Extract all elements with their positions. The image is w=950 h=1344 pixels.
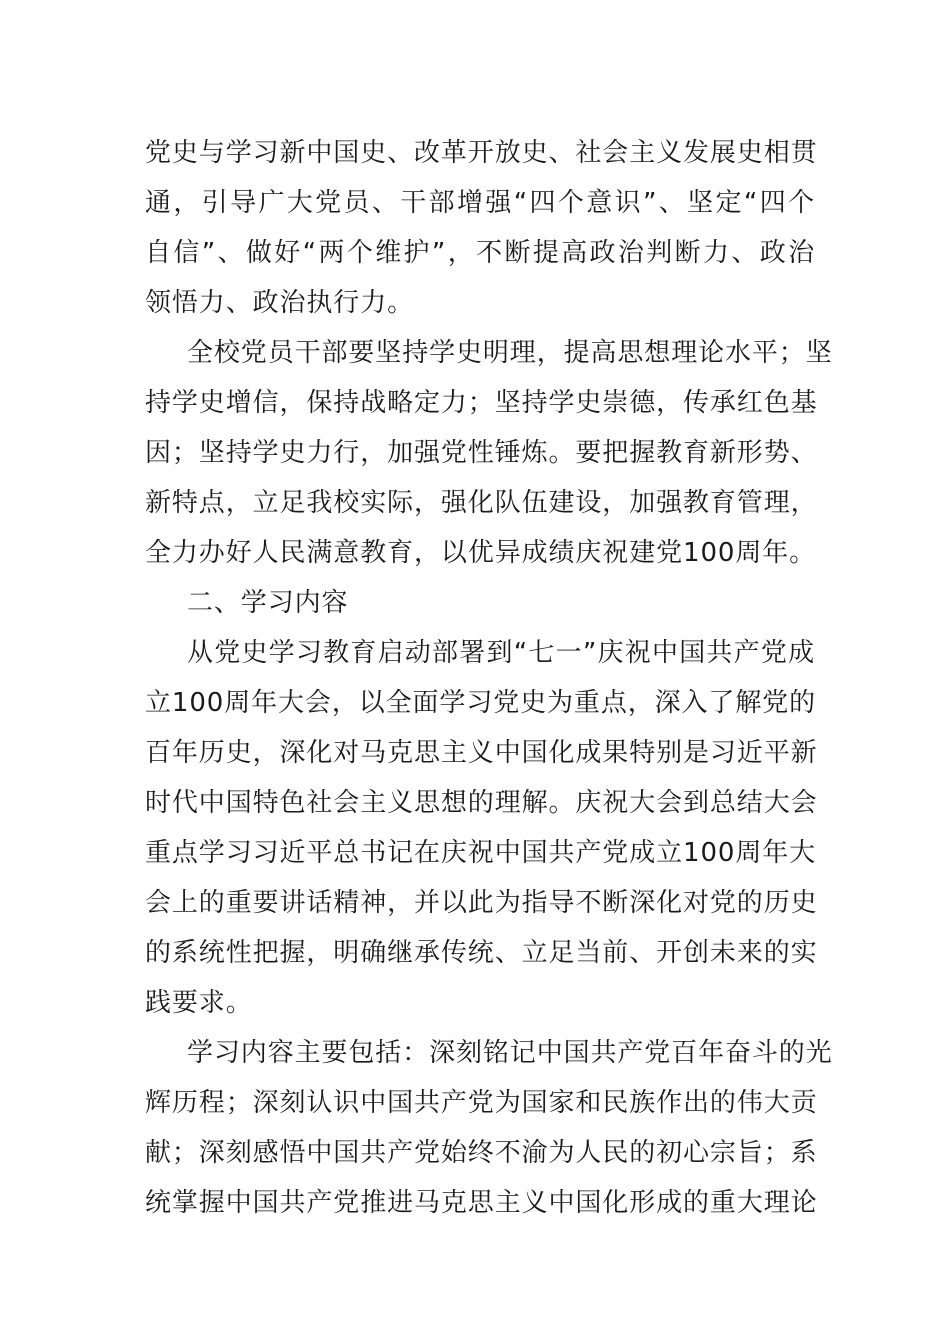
- text-line: 领悟力、政治执行力。: [145, 288, 415, 318]
- text-line: 持学史增信，保持战略定力；坚持学史崇德，传承红色基: [145, 388, 818, 418]
- text-line: 献；深刻感悟中国共产党始终不渝为人民的初心宗旨；系: [145, 1138, 818, 1168]
- text-line: 百年历史，深化对马克思主义中国化成果特别是习近平新: [145, 738, 818, 768]
- text-line: 党史与学习新中国史、改革开放史、社会主义发展史相贯: [145, 138, 818, 168]
- text-line: 学习内容主要包括：深刻铭记中国共产党百年奋斗的光: [187, 1038, 833, 1068]
- text-line: 统掌握中国共产党推进马克思主义中国化形成的重大理论: [145, 1188, 818, 1218]
- text-line: 会上的重要讲话精神，并以此为指导不断深化对党的历史: [145, 888, 818, 918]
- text-line: 全校党员干部要坚持学史明理，提高思想理论水平；坚: [187, 338, 833, 368]
- text-line: 时代中国特色社会主义思想的理解。庆祝大会到总结大会: [145, 788, 818, 818]
- text-line: 全力办好人民满意教育，以优异成绩庆祝建党100周年。: [145, 538, 817, 568]
- text-line: 辉历程；深刻认识中国共产党为国家和民族作出的伟大贡: [145, 1088, 818, 1118]
- text-line: 因；坚持学史力行，加强党性锤炼。要把握教育新形势、: [145, 438, 818, 468]
- text-line: 践要求。: [145, 988, 253, 1018]
- text-line: 从党史学习教育启动部署到“七一”庆祝中国共产党成: [187, 638, 815, 668]
- text-line: 立100周年大会，以全面学习党史为重点，深入了解党的: [145, 688, 817, 718]
- text-line: 新特点，立足我校实际，强化队伍建设，加强教育管理，: [145, 488, 818, 518]
- section-heading: 二、学习内容: [187, 588, 349, 618]
- text-line: 通，引导广大党员、干部增强“四个意识”、坚定“四个: [145, 188, 815, 218]
- text-line: 重点学习习近平总书记在庆祝中国共产党成立100周年大: [145, 838, 817, 868]
- text-line: 的系统性把握，明确继承传统、立足当前、开创未来的实: [145, 938, 818, 968]
- text-line: 自信”、做好“两个维护”，不断提高政治判断力、政治: [145, 238, 815, 268]
